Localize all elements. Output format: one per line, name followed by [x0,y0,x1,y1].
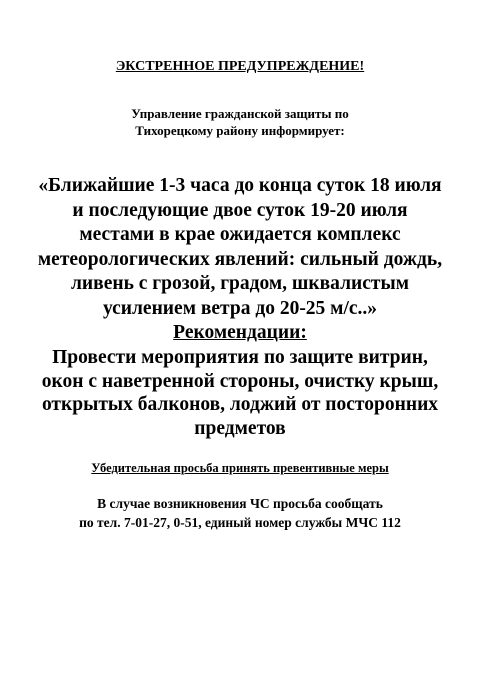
warning-line: усилением ветра до 20-25 м/с..» [102,297,378,319]
preventive-measures-request: Убедительная просьба принять превентивные меры [91,461,389,475]
contact-line: В случае возникновения ЧС просьба сообщать [97,496,383,511]
recommendations-heading: Рекомендации: [173,322,307,343]
recommendations-text [10,346,470,440]
recommendation-line: окон с наветренной стороны, очистку крыш, [41,370,439,392]
org-line: Тихорецкому району информирует: [135,123,345,138]
notice-title: ЭКСТРЕННОЕ ПРЕДУПРЕЖДЕНИЕ! [115,59,365,74]
warning-line: местами в крае ожидается комплекс [79,224,401,245]
recommendation-line: Провести мероприятия по защите витрин, [52,347,428,368]
weather-warning-text [10,174,470,321]
warning-line: ливень с грозой, градом, шквалистым [70,273,409,294]
warning-line: «Ближайшие 1-3 часа до конца суток 18 июля [38,175,442,196]
issuing-organization [0,105,480,139]
warning-line: метеорологических явлений: сильный дождь, [37,248,443,270]
recommendation-line: открытых балконов, лоджий от посторонних [41,394,439,415]
contact-info [0,494,480,532]
recommendation-line: предметов [194,417,286,439]
warning-line: и последующие двое суток 19-20 июля [72,199,408,221]
org-line: Управление гражданской защиты по [131,106,349,121]
contact-line: по тел. 7-01-27, 0-51, единый номер службы МЧС 112 [79,515,401,530]
